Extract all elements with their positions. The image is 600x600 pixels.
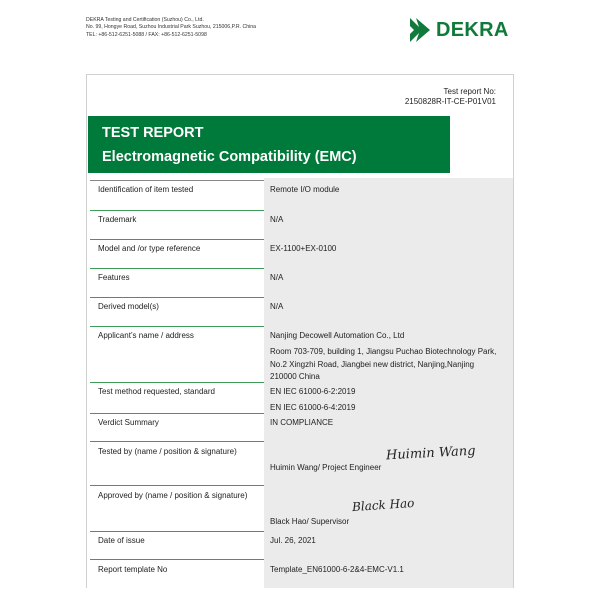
row-separator — [90, 382, 264, 383]
field-value: EX-1100+EX-0100 — [270, 244, 337, 253]
report-subtitle: Electromagnetic Compatibility (EMC) — [102, 149, 357, 165]
row-separator — [90, 413, 264, 414]
field-label: Report template No — [98, 565, 168, 574]
field-value: Nanjing Decowell Automation Co., Ltd — [270, 331, 405, 340]
field-label: Derived model(s) — [98, 302, 159, 311]
field-value: EN IEC 61000-6-2:2019 — [270, 387, 356, 396]
row-separator — [90, 239, 264, 240]
field-value: N/A — [270, 302, 284, 311]
row-separator — [90, 297, 264, 298]
row-separator — [90, 268, 264, 269]
row-separator — [90, 559, 264, 560]
company-address-block — [86, 17, 256, 39]
field-value: Room 703-709, building 1, Jiangsu Puchao Biotechnology Park, — [270, 347, 497, 356]
field-value: IN COMPLIANCE — [270, 418, 334, 427]
field-label: Verdict Summary — [98, 418, 159, 427]
row-separator — [90, 210, 264, 211]
field-value: Black Hao/ Supervisor — [270, 517, 350, 526]
tester-signature: Huimin Wang — [385, 443, 476, 464]
field-value: Template_EN61000-6-2&4-EMC-V1.1 — [270, 565, 404, 574]
row-separator — [90, 441, 264, 442]
row-separator — [90, 531, 264, 532]
field-value: 210000 China — [270, 372, 320, 381]
approver-signature: Black Hao — [351, 495, 415, 515]
field-value: EN IEC 61000-6-4:2019 — [270, 403, 356, 412]
field-label: Model and /or type reference — [98, 244, 201, 253]
field-label: Tested by (name / position & signature) — [98, 447, 237, 456]
company-name: DEKRA Testing and Certification (Suzhou) Co., Ltd. — [86, 17, 204, 23]
field-label: Identification of item tested — [98, 185, 194, 194]
row-separator — [90, 485, 264, 486]
dekra-logo — [408, 16, 509, 44]
field-value: N/A — [270, 273, 284, 282]
field-value: Huimin Wang/ Project Engineer — [270, 463, 382, 472]
field-value: Remote I/O module — [270, 185, 340, 194]
report-title: TEST REPORT — [102, 125, 204, 141]
row-separator — [90, 180, 264, 181]
field-label: Trademark — [98, 215, 137, 224]
field-value: Jul. 26, 2021 — [270, 536, 316, 545]
field-label: Date of issue — [98, 536, 145, 545]
row-separator — [90, 326, 264, 327]
report-number-block — [405, 87, 496, 107]
report-number-label: Test report No: — [443, 87, 496, 96]
logo-text: DEKRA — [436, 18, 509, 41]
field-label: Applicant’s name / address — [98, 331, 194, 340]
company-address: No. 99, Hongye Road, Suzhou Industrial Park Suzhou, 215006,P.R. China — [86, 24, 257, 31]
field-label: Approved by (name / position & signature) — [98, 491, 248, 500]
title-banner — [88, 116, 450, 173]
dekra-logo-icon — [408, 16, 432, 44]
field-value: No.2 Xingzhi Road, Jiangbei new district, Nanjing,Nanjing — [270, 360, 475, 369]
report-number-value: 2150828R-IT-CE-P01V01 — [404, 97, 496, 106]
field-label: Test method requested, standard — [98, 387, 215, 396]
field-label: Features — [98, 273, 130, 282]
field-value: N/A — [270, 215, 284, 224]
company-contact: TEL: +86-512-6251-5088 / FAX: +86-512-6251-5098 — [86, 31, 207, 38]
